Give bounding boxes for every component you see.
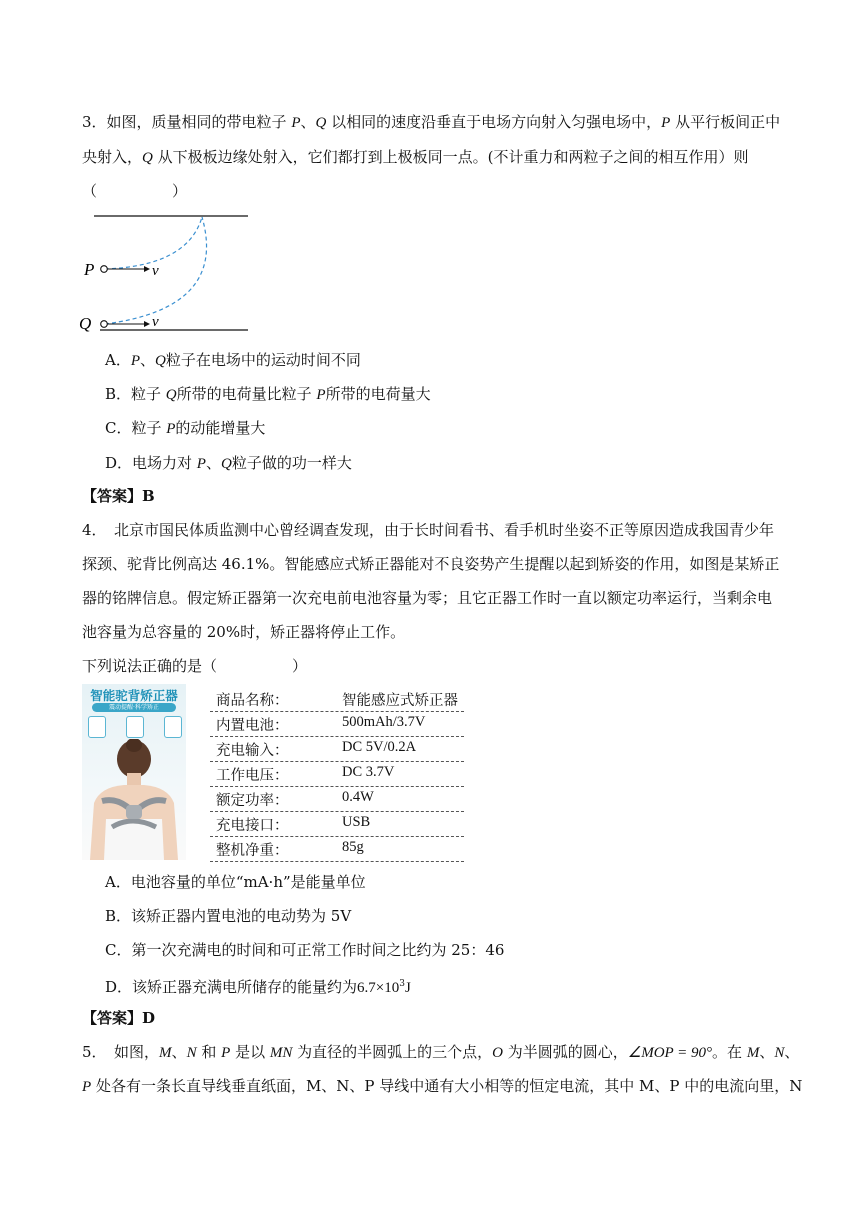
spec-row <box>210 836 464 862</box>
particle-p <box>101 266 108 273</box>
var: N <box>774 1045 785 1061</box>
spec-key: 充电输入： <box>216 743 289 759</box>
q4-stem-line-1: 4． 北京市国民体质监测中心曾经调查发现，由于长时间看书、看手机时坐姿不正等原因造成我国青少年 <box>82 521 775 539</box>
var: Q <box>220 456 232 472</box>
q3-text: 央射入， <box>82 148 143 166</box>
label-q: Q <box>79 314 92 333</box>
var: O <box>492 1045 503 1061</box>
q3-stem-line-2 <box>82 147 748 168</box>
var: N <box>186 1045 197 1061</box>
var: P <box>221 1045 231 1061</box>
text: 处各有一条长直导线垂直纸面，M、N、P 导线中通有大小相等的恒定电流，其中 M、P 中的电流向里，N <box>91 1077 803 1095</box>
q5-stem-line-1 <box>82 1042 799 1063</box>
q3-stem-line-1 <box>82 112 780 133</box>
option-text: D．该矫正器充满电所储存的能量约为 <box>105 978 358 996</box>
spec-key: 工作电压： <box>216 768 289 784</box>
text: 、 <box>171 1043 187 1061</box>
q4-stem-line-3: 器的铭牌信息。假定矫正器第一次充电前电池容量为零；且它正器工作时一直以额定功率运行，当剩余电 <box>82 589 773 607</box>
spec-row <box>210 711 464 737</box>
text: 粒子做的功一样大 <box>231 454 352 472</box>
arrowhead-q <box>144 321 150 327</box>
q5-stem-line-2 <box>82 1076 802 1097</box>
energy-exponent: 3 <box>399 979 405 989</box>
text: 、 <box>205 454 221 472</box>
text: 的动能增量大 <box>175 419 266 437</box>
var: MN <box>269 1045 293 1061</box>
energy-value: 6.7×10 <box>357 980 400 996</box>
var: Q <box>165 387 177 403</box>
option-prefix: B．粒子 <box>105 385 166 403</box>
text: 。在 <box>712 1043 747 1061</box>
label-v-p: v <box>152 263 159 279</box>
q4-option-d <box>105 974 411 998</box>
q3-text: 3．如图，质量相同的带电粒子 <box>82 113 292 131</box>
spec-key: 充电接口： <box>216 818 289 834</box>
q3-text: 从平行板间正中 <box>670 113 781 131</box>
spec-row <box>210 811 464 837</box>
q3-answer: 【答案】B <box>82 487 155 505</box>
energy-unit: J <box>404 980 411 996</box>
text: 粒子在电场中的运动时间不同 <box>165 351 361 369</box>
q4-stem-line-2: 探颈、驼背比例高达 46.1%。智能感应式矫正器能对不良姿势产生提醒以起到矫姿的作用，如图是某矫正 <box>82 555 780 573</box>
q4-option-c: C．第一次充满电的时间和可正常工作时间之比约为 25：46 <box>105 941 505 959</box>
q4-stem-line-4: 池容量为总容量的 20%时，矫正器将停止工作。 <box>82 623 406 641</box>
feature-badge-icon <box>88 716 106 738</box>
text: 5． 如图， <box>82 1043 160 1061</box>
feature-badge-icon <box>126 716 144 738</box>
product-photo <box>82 684 186 860</box>
option-prefix: C．粒子 <box>105 419 167 437</box>
var: P <box>166 421 176 437</box>
text: 所带的电荷量大 <box>325 385 431 403</box>
label-p: P <box>84 260 95 279</box>
spec-row <box>210 736 464 762</box>
text: 、 <box>784 1043 800 1061</box>
option-prefix: A． <box>105 351 131 369</box>
q4-stem-line-5: 下列说法正确的是（ ） <box>82 657 308 675</box>
var: Q <box>155 353 166 369</box>
q3-option-d <box>105 453 352 474</box>
q3-option-a <box>105 350 361 371</box>
var: P <box>196 456 206 472</box>
feature-badge-icon <box>164 716 182 738</box>
spec-key: 内置电池： <box>216 718 289 734</box>
label-v-q: v <box>152 314 159 330</box>
spec-key: 整机净重： <box>216 843 289 859</box>
spec-value: USB <box>342 814 371 830</box>
spec-key: 额定功率： <box>216 793 289 809</box>
q3-option-c <box>105 418 265 439</box>
spec-row <box>210 761 464 787</box>
person-back-illustration <box>82 739 186 860</box>
q4-answer: 【答案】D <box>82 1009 156 1027</box>
spec-value: 0.4W <box>342 789 374 805</box>
text: 是以 <box>230 1043 270 1061</box>
q4-option-a: A．电池容量的单位“mA·h”是能量单位 <box>105 873 366 891</box>
arrowhead-p <box>144 266 150 272</box>
spec-row <box>210 686 464 712</box>
product-subtitle: 震动提醒·科学矫正 <box>92 703 176 712</box>
q3-var-p: P <box>291 115 301 131</box>
q3-text: 从下极板边缘处射入，它们都打到上极板同一点。(不计重力和两粒子之间的相互作用）则 <box>152 148 749 166</box>
trajectory-p <box>105 217 202 269</box>
text: 、 <box>759 1043 775 1061</box>
q3-option-b <box>105 384 431 405</box>
text: 为直径的半圆弧上的三个点， <box>292 1043 493 1061</box>
spec-value: 500mAh/3.7V <box>342 714 426 730</box>
text: 所带的电荷量比粒子 <box>176 385 317 403</box>
spec-value: DC 5V/0.2A <box>342 739 417 755</box>
q3-var-q: Q <box>142 150 153 166</box>
spec-row <box>210 786 464 812</box>
var: P <box>130 353 141 369</box>
text: 、 <box>140 351 156 369</box>
var: P <box>316 387 326 403</box>
spec-value: 85g <box>342 839 364 855</box>
spec-key: 商品名称： <box>216 693 289 709</box>
q3-text: 以相同的速度沿垂直于电场方向射入匀强电场中， <box>326 113 662 131</box>
spec-value: 智能感应式矫正器 <box>342 693 458 709</box>
var: M <box>159 1045 172 1061</box>
q4-option-b: B．该矫正器内置电池的电动势为 5V <box>105 907 352 925</box>
var: P <box>82 1079 92 1095</box>
option-prefix: D．电场力对 <box>105 454 197 472</box>
spec-value: DC 3.7V <box>342 764 395 780</box>
q3-answer-bracket: （ ） <box>82 182 188 200</box>
text: 为半圆弧的圆心， <box>502 1043 628 1061</box>
var: M <box>746 1045 760 1061</box>
product-title: 智能驼背矫正器 <box>90 688 178 703</box>
q3-var-q: Q <box>315 115 327 131</box>
q3-text: 、 <box>300 113 316 131</box>
text: 和 <box>196 1043 222 1061</box>
angle-expression: ∠MOP = 90° <box>627 1045 713 1061</box>
particle-q <box>101 321 108 328</box>
q3-var-p: P <box>661 115 671 131</box>
q3-figure <box>78 200 258 340</box>
